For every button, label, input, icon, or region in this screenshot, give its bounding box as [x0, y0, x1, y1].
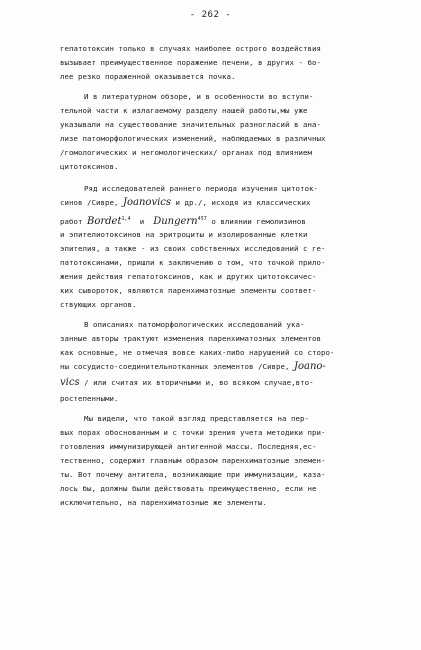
text-line: И в литературном обзоре, и в особенности во вступи-: [84, 92, 314, 101]
text-line: указывали на существование значительных разногласий в ана-: [60, 120, 321, 129]
text-run: работ: [60, 217, 83, 226]
text-line: Ряд исследователей раннего периода изучения цитоток-: [84, 184, 318, 193]
text-run: и: [139, 217, 145, 226]
text-line-mixed: [60, 214, 306, 227]
text-line: тельной части к излагаемому разделу нашей работы,мы уже: [60, 106, 308, 115]
text-line: как основные, не отмечая вовсе каких-либо нарушений со сторо-: [60, 348, 335, 357]
text-line: вых порах обоснованным и с точки зрения учета методики при-: [60, 428, 326, 437]
text-line-mixed: [60, 198, 311, 208]
author-name: Joano-: [293, 361, 326, 372]
text-line: ких сывороток, являются паренхиматозные элементы соответ-: [60, 286, 317, 295]
text-line-mixed: [60, 362, 326, 372]
text-line: занные авторы трактуют изменения паренхиматозных элементов: [60, 334, 321, 343]
author-name: Bordet: [87, 216, 122, 227]
text-run: синов /Сивре,: [60, 198, 119, 207]
text-run: и др./, исходя из классических: [175, 198, 311, 207]
text-run: ны сосудисто-соединительнотканных элементов /Сивре,: [60, 362, 290, 371]
text-line: Мы видели, что такой взгляд представляется на пер-: [84, 414, 309, 423]
text-line: готовления иммунизирующей антигенной массы. Последняя,ес-: [60, 442, 317, 451]
text-line: исключительно, на паренхиматозные же элементы.: [60, 498, 267, 507]
text-line: В описаниях патоморфологических исследований ука-: [84, 320, 305, 329]
text-line: лось бы, должны были действовать преимущественно, если не: [60, 484, 317, 493]
reference-number: 457: [197, 216, 207, 222]
text-line: гепатотоксин только в случаях наиболее острого воздействия: [60, 44, 321, 53]
text-line: ты. Вот почему антитела, возникающие при иммунизации, каза-: [60, 470, 326, 479]
text-line: жения действия гепатотоксинов, как и других цитотоксичес-: [60, 272, 317, 281]
text-run: / или считая их вторичными и, во всяком случае,вто-: [84, 378, 314, 387]
text-line: тественно, содержит главным образом паренхиматозные элемен-: [60, 456, 326, 465]
reference-number: 1,4: [121, 216, 131, 222]
text-line: цитотоксинов.: [60, 162, 119, 171]
text-line-mixed: [60, 378, 314, 388]
text-line: ростепенными.: [60, 394, 119, 403]
text-line: /гомологических и негомологических/ органах под влиянием: [60, 148, 312, 157]
text-line: патотоксинами, пришли к заключению о том, что точкой прило-: [60, 258, 326, 267]
text-line: вызывает преимущественное поражение печени, в других - бо-: [60, 58, 321, 67]
page-number: - 262 -: [189, 10, 232, 20]
text-line: ствующих органов.: [60, 300, 137, 309]
author-name: vics: [60, 377, 80, 388]
text-line: и эпителиотоксинов на эритроциты и изолированные клетки: [60, 230, 308, 239]
text-run: о влиянии гемолизинов: [211, 217, 306, 226]
author-name: Dungern: [153, 216, 198, 227]
text-line: лизе патоморфологических изменений, наблюдаемых в различных: [60, 134, 326, 143]
author-name: Joanovics: [123, 197, 172, 208]
text-line: лее резко пораженной оказывается почка.: [60, 72, 236, 81]
text-line: эпителия, а также - из своих собственных исследований с ге-: [60, 244, 326, 253]
